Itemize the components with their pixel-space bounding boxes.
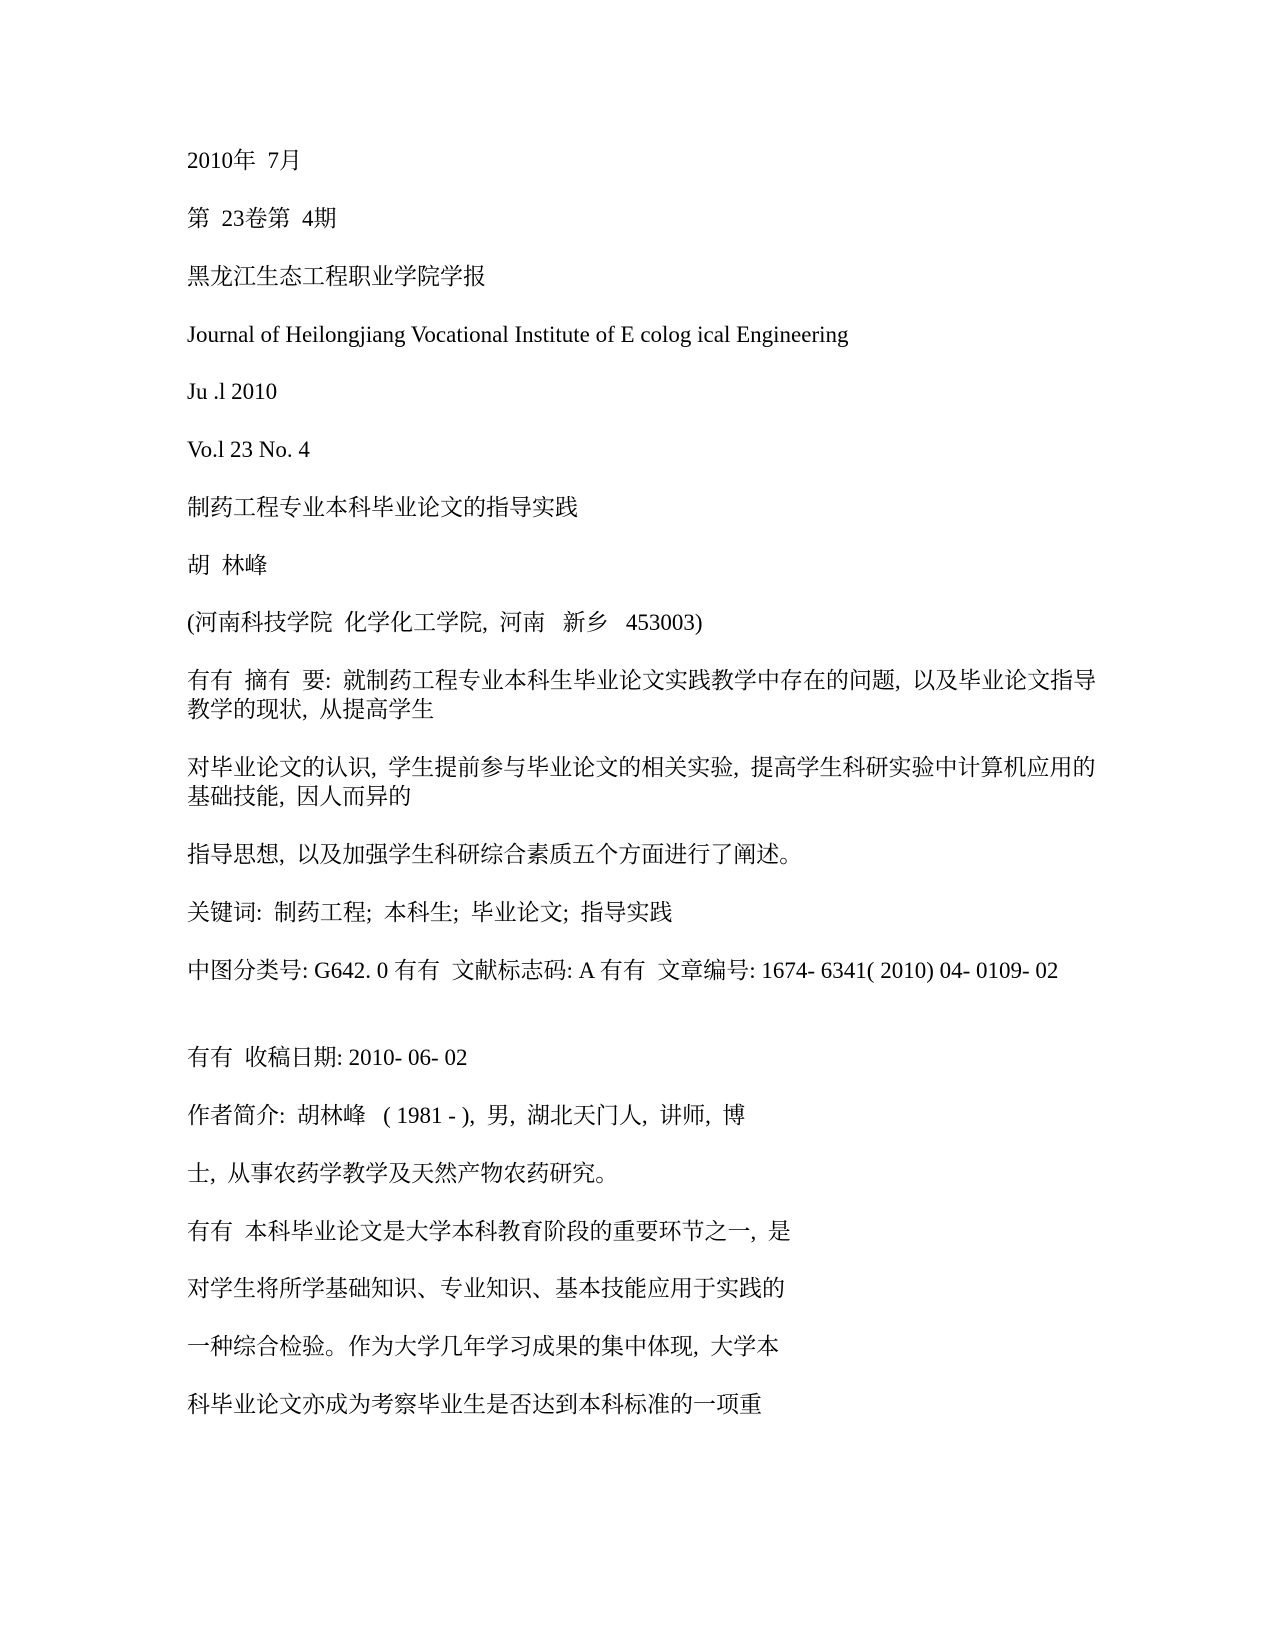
body-line-3: 一种综合检验。作为大学几年学习成果的集中体现, 大学本	[187, 1334, 780, 1359]
keywords: 关键词: 制药工程; 本科生; 毕业论文; 指导实践	[187, 900, 673, 925]
body-line-2: 对学生将所学基础知识、专业知识、基本技能应用于实践的	[187, 1276, 785, 1301]
received-date: 有有 收稿日期: 2010- 06- 02	[187, 1045, 468, 1070]
volume-cn: 第 23卷第 4期	[187, 206, 337, 231]
article-title: 制药工程专业本科毕业论文的指导实践	[187, 495, 578, 520]
journal-name-en: Journal of Heilongjiang Vocational Institute of E colog ical Engineering	[187, 322, 849, 347]
abstract-paragraph-3: 指导思想, 以及加强学生科研综合素质五个方面进行了阐述。	[187, 842, 803, 867]
author-bio-2: 士, 从事农药学教学及天然产物农药研究。	[187, 1161, 619, 1186]
classification-info: 中图分类号: G642. 0 有有 文献标志码: A 有有 文章编号: 1674- 6341( 2010) 04- 0109- 02	[187, 958, 1059, 983]
author-bio-1: 作者简介: 胡林峰 ( 1981 - ), 男, 湖北天门人, 讲师, 博	[187, 1103, 746, 1128]
abstract-paragraph-1: 有有 摘有 要: 就制药工程专业本科生毕业论文实践教学中存在的问题, 以及毕业论文指导教学的现状, 从提高学生	[187, 668, 1097, 722]
body-line-4: 科毕业论文亦成为考察毕业生是否达到本科标准的一项重	[187, 1392, 762, 1417]
abstract-paragraph-2: 对毕业论文的认识, 学生提前参与毕业论文的相关实验, 提高学生科研实验中计算机应用的基础技能, 因人而异的	[187, 755, 1096, 809]
author-name: 胡 林峰	[187, 553, 268, 578]
date-line: 2010年 7月	[187, 148, 302, 173]
date-en: Ju .l 2010	[187, 379, 278, 404]
author-affiliation: (河南科技学院 化学化工学院, 河南 新乡 453003)	[187, 610, 703, 635]
journal-name-cn: 黑龙江生态工程职业学院学报	[187, 264, 486, 289]
body-line-1: 有有 本科毕业论文是大学本科教育阶段的重要环节之一, 是	[187, 1219, 791, 1244]
volume-en: Vo.l 23 No. 4	[187, 437, 310, 462]
